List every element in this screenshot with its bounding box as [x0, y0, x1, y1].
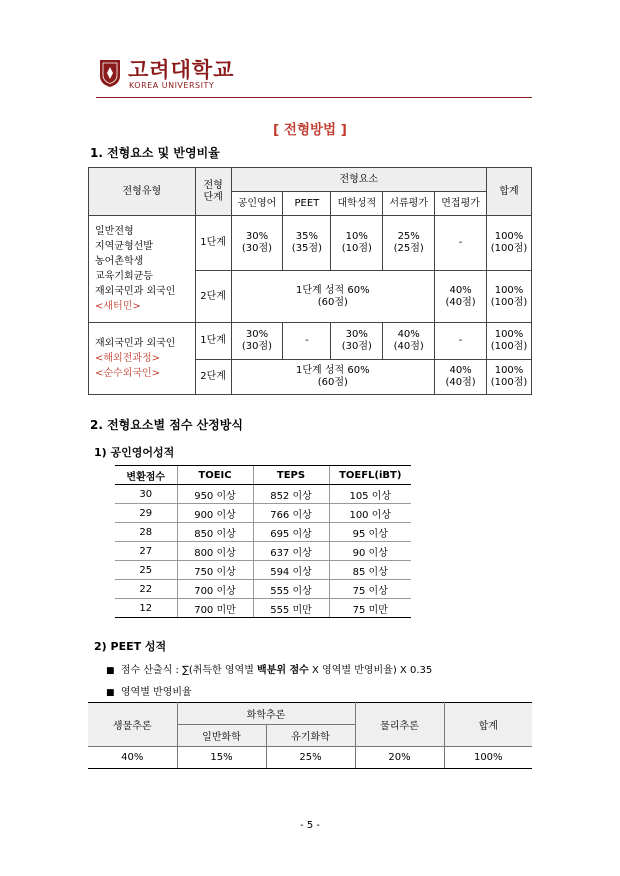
total-cell: 100% (100점)	[487, 271, 532, 323]
total-cell: 100% (100점)	[487, 360, 532, 395]
column-header: TEPS	[253, 466, 329, 485]
merged-cell: 1단계 성적 60% (60점)	[231, 360, 435, 395]
ratio-cell: 30% (30점)	[331, 323, 383, 360]
stage-cell: 1단계	[195, 216, 231, 271]
stage-cell: 2단계	[195, 360, 231, 395]
peet-ratio-label: ■ 영역별 반영비율	[106, 687, 192, 698]
bullet-icon: ■	[106, 688, 115, 698]
table-row: 12 700 미만 555 미만 75 미만	[115, 599, 411, 618]
ratio-cell: 30% (30점)	[231, 216, 283, 271]
column-header: TOEIC	[177, 466, 253, 485]
ratio-cell: 40% (40점)	[435, 271, 487, 323]
english-score-table	[115, 465, 411, 618]
university-seal-icon	[98, 58, 122, 88]
peet-score-subtitle: 2) PEET 성적	[94, 640, 167, 653]
group2-label: 재외국민과 외국인 <해외전과정> <순수외국인>	[89, 323, 196, 395]
header-stage: 전형 단계	[195, 168, 231, 216]
element-header: PEET	[283, 192, 331, 216]
ratio-cell: 25% (25점)	[383, 216, 435, 271]
chem-general-header: 일반화학	[177, 725, 266, 747]
total-header: 합계	[444, 703, 532, 747]
table-row: 27 800 이상 637 이상 90 이상	[115, 542, 411, 561]
ratio-cell: -	[283, 323, 331, 360]
ratio-cell: 40% (40점)	[435, 360, 487, 395]
stage-cell: 2단계	[195, 271, 231, 323]
table-row: 30 950 이상 852 이상 105 이상	[115, 485, 411, 504]
column-header: TOEFL(iBT)	[329, 466, 411, 485]
merged-cell: 1단계 성적 60% (60점)	[231, 271, 435, 323]
header-type: 전형유형	[89, 168, 196, 216]
stage-cell: 1단계	[195, 323, 231, 360]
table-row: 29 900 이상 766 이상 100 이상	[115, 504, 411, 523]
section2-title: 2. 전형요소별 점수 산정방식	[90, 418, 243, 432]
header-elements: 전형요소	[231, 168, 486, 192]
total-cell: 100% (100점)	[487, 323, 532, 360]
element-header: 면접평가	[435, 192, 487, 216]
group1-label: 일반전형 지역균형선발 농어촌학생 교육기회균등 재외국민과 외국인 <새터민>	[89, 216, 196, 323]
ratio-cell: 35% (35점)	[283, 216, 331, 271]
page-number: - 5 -	[300, 820, 320, 831]
peet-ratio-table	[88, 702, 532, 769]
university-subtitle: KOREA UNIVERSITY	[129, 81, 215, 90]
selection-ratio-table	[88, 167, 532, 395]
table-row: 22 700 이상 555 이상 75 이상	[115, 580, 411, 599]
header-total: 합계	[487, 168, 532, 216]
chem-organic-header: 유기화학	[266, 725, 355, 747]
ratio-cell: -	[435, 216, 487, 271]
section1-title: 1. 전형요소 및 반영비율	[90, 146, 220, 160]
english-score-subtitle: 1) 공인영어성적	[94, 446, 175, 459]
chem-header: 화학추론	[177, 703, 355, 725]
header-divider	[96, 97, 532, 98]
ratio-cell: 30% (30점)	[231, 323, 283, 360]
page-heading: [ 전형방법 ]	[273, 122, 347, 138]
element-header: 서류평가	[383, 192, 435, 216]
table-row: 40% 15% 25% 20% 100%	[88, 747, 532, 769]
total-cell: 100% (100점)	[487, 216, 532, 271]
ratio-cell: 40% (40점)	[383, 323, 435, 360]
phys-header: 물리추론	[355, 703, 444, 747]
element-header: 대학성적	[331, 192, 383, 216]
ratio-cell: -	[435, 323, 487, 360]
bio-header: 생물추론	[88, 703, 177, 747]
bullet-icon: ■	[106, 666, 115, 676]
table-row: 25 750 이상 594 이상 85 이상	[115, 561, 411, 580]
university-title: 고려대학교	[128, 58, 235, 82]
ratio-cell: 10% (10점)	[331, 216, 383, 271]
table-row: 28 850 이상 695 이상 95 이상	[115, 523, 411, 542]
element-header: 공인영어	[231, 192, 283, 216]
column-header: 변환점수	[115, 466, 177, 485]
peet-formula: ■ 점수 산출식 : ∑(취득한 영역별 백분위 점수 X 영역별 반영비율) X 0.35	[106, 665, 433, 676]
